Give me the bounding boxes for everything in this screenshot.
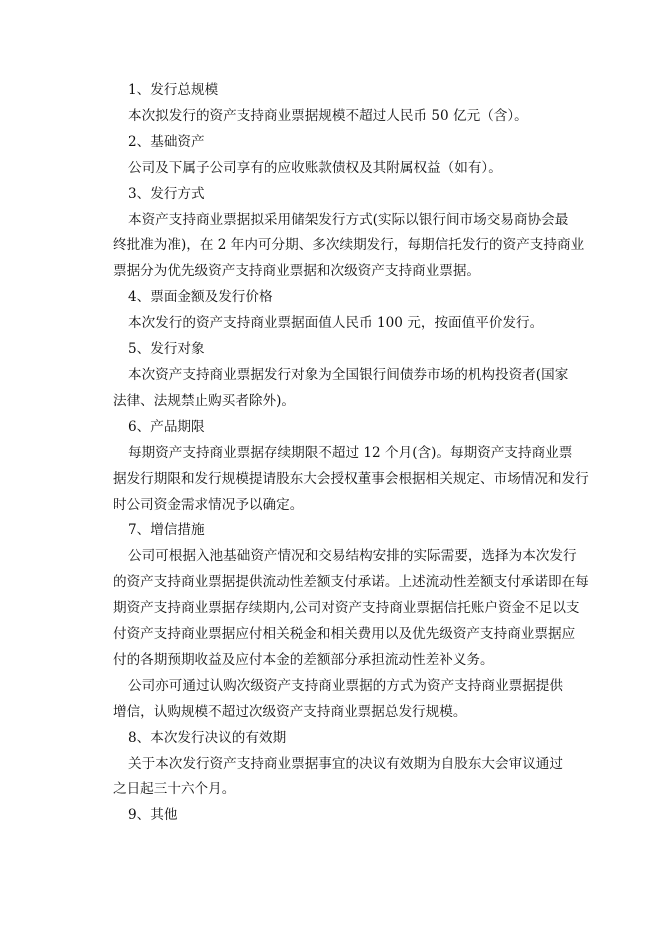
paragraph-line: 据发行期限和发行规模提请股东大会授权董事会根据相关规定、市场情况和发行	[113, 470, 589, 487]
paragraph-line: 时公司资金需求情况予以确定。	[113, 496, 304, 513]
section-heading-underlying-assets: 2、基础资产	[128, 133, 205, 150]
section-heading-face-value: 4、票面金额及发行价格	[128, 289, 273, 306]
paragraph-line: 终批准为准)，在 2 年内可分期、多次续期发行，每期信托发行的资产支持商业	[113, 237, 585, 254]
paragraph-line: 本资产支持商业票据拟采用储架发行方式(实际以银行间市场交易商协会最	[128, 211, 569, 228]
paragraph-line: 本次发行的资产支持商业票据面值人民币 100 元，按面值平价发行。	[128, 315, 544, 332]
paragraph-line: 之日起三十六个月。	[113, 781, 236, 798]
paragraph-line: 本次资产支持商业票据发行对象为全国银行间债券市场的机构投资者(国家	[128, 366, 569, 383]
paragraph-line: 关于本次发行资产支持商业票据事宜的决议有效期为自股东大会审议通过	[128, 755, 563, 772]
paragraph-line: 付资产支持商业票据应付相关税金和相关费用以及优先级资产支持商业票据应	[113, 626, 576, 643]
paragraph-line: 公司及下属子公司享有的应收账款债权及其附属权益（如有）。	[128, 159, 502, 176]
section-heading-other: 9、其他	[128, 807, 178, 824]
paragraph-line: 期资产支持商业票据存续期内,公司对资产支持商业票据信托账户资金不足以支	[113, 600, 580, 617]
paragraph-line: 增信，认购规模不超过次级资产支持商业票据总发行规模。	[113, 703, 467, 720]
paragraph-line: 的资产支持商业票据提供流动性差额支付承诺。上述流动性差额支付承诺即在每	[113, 574, 589, 591]
section-heading-issue-size: 1、发行总规模	[128, 82, 219, 98]
section-heading-product-term: 6、产品期限	[128, 418, 205, 435]
paragraph-line: 法律、法规禁止购买者除外)。	[113, 392, 296, 409]
section-heading-issue-method: 3、发行方式	[128, 185, 205, 202]
paragraph-line: 票据分为优先级资产支持商业票据和次级资产支持商业票据。	[113, 263, 481, 280]
paragraph-line: 付的各期预期收益及应付本金的差额部分承担流动性差补义务。	[113, 651, 494, 668]
section-heading-target-investors: 5、发行对象	[128, 341, 205, 358]
document-body	[113, 78, 589, 829]
section-heading-resolution-validity: 8、本次发行决议的有效期	[128, 729, 287, 746]
paragraph-line: 公司可根据入池基础资产情况和交易结构安排的实际需要，选择为本次发行	[128, 548, 577, 565]
paragraph-line: 每期资产支持商业票据存续期限不超过 12 个月(含)。每期资产支持商业票	[128, 444, 573, 461]
paragraph-line: 本次拟发行的资产支持商业票据规模不超过人民币 50 亿元（含）。	[128, 107, 528, 124]
section-heading-credit-enhancement: 7、增信措施	[128, 522, 205, 539]
paragraph-line: 公司亦可通过认购次级资产支持商业票据的方式为资产支持商业票据提供	[128, 677, 563, 694]
